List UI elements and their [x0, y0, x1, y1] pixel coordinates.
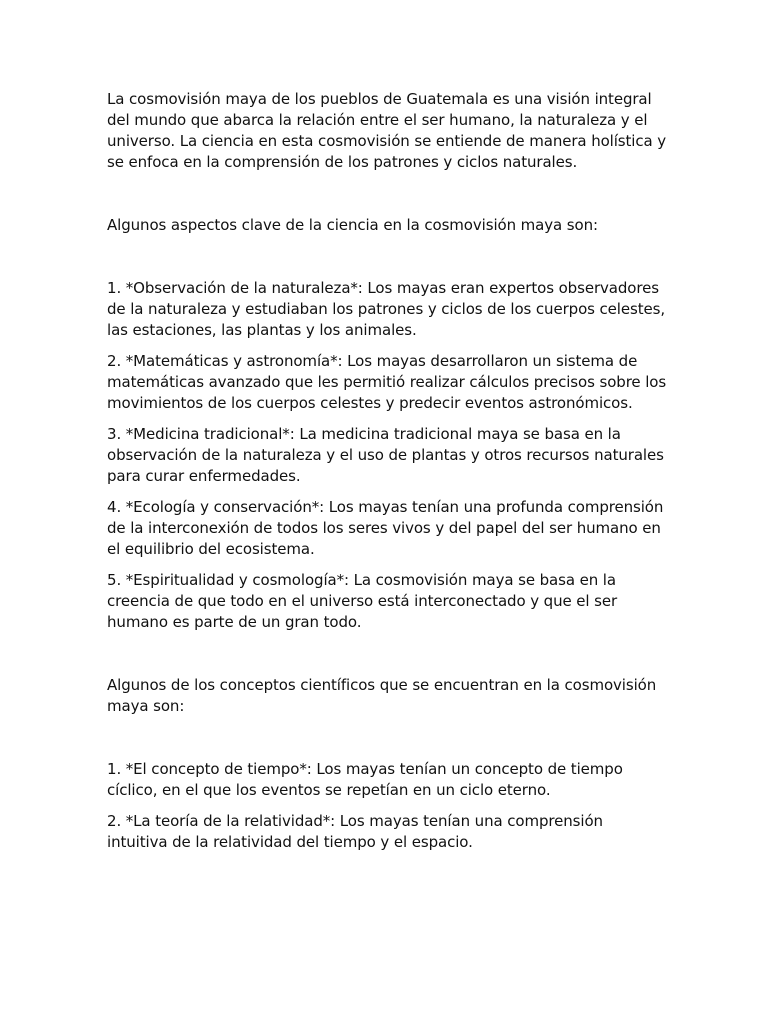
list-item: 1. *Observación de la naturaleza*: Los mayas eran expertos observadores de la naturaleza y estudiaban los patrones y ciclos de los cuerpos celestes, las estaciones, las plantas y los animales. [107, 279, 666, 339]
concepts-list [107, 759, 667, 853]
list-item: 2. *Matemáticas y astronomía*: Los mayas desarrollaron un sistema de matemáticas avanzado que les permitió realizar cálculos precisos sobre los movimientos de los cuerpos celestes y predecir eventos astronómicos. [107, 352, 667, 412]
list-item: 1. *El concepto de tiempo*: Los mayas tenían un concepto de tiempo cíclico, en el que los eventos se repetían en un ciclo eterno. [107, 760, 623, 799]
aspects-heading: Algunos aspectos clave de la ciencia en la cosmovisión maya son: [107, 216, 598, 234]
list-item: 4. *Ecología y conservación*: Los mayas tenían una profunda comprensión de la interconexión de todos los seres vivos y del papel del ser humano en el equilibrio del ecosistema. [107, 498, 664, 558]
aspects-list [107, 278, 667, 633]
intro-paragraph: La cosmovisión maya de los pueblos de Guatemala es una visión integral del mundo que abarca la relación entre el ser humano, la naturaleza y el universo. La ciencia en esta cosmovisión se entiende de manera holística y se enfoca en la comprensión de los patrones y ciclos naturales. [107, 90, 667, 171]
list-item: 3. *Medicina tradicional*: La medicina tradicional maya se basa en la observación de la naturaleza y el uso de plantas y otros recursos naturales para curar enfermedades. [107, 425, 664, 485]
list-item: 2. *La teoría de la relatividad*: Los mayas tenían una comprensión intuitiva de la relatividad del tiempo y el espacio. [107, 812, 603, 851]
concepts-heading: Algunos de los conceptos científicos que se encuentran en la cosmovisión maya son: [107, 676, 657, 715]
list-item: 5. *Espiritualidad y cosmología*: La cosmovisión maya se basa en la creencia de que todo en el universo está interconectado y que el ser humano es parte de un gran todo. [107, 571, 618, 631]
document-body [107, 89, 667, 853]
